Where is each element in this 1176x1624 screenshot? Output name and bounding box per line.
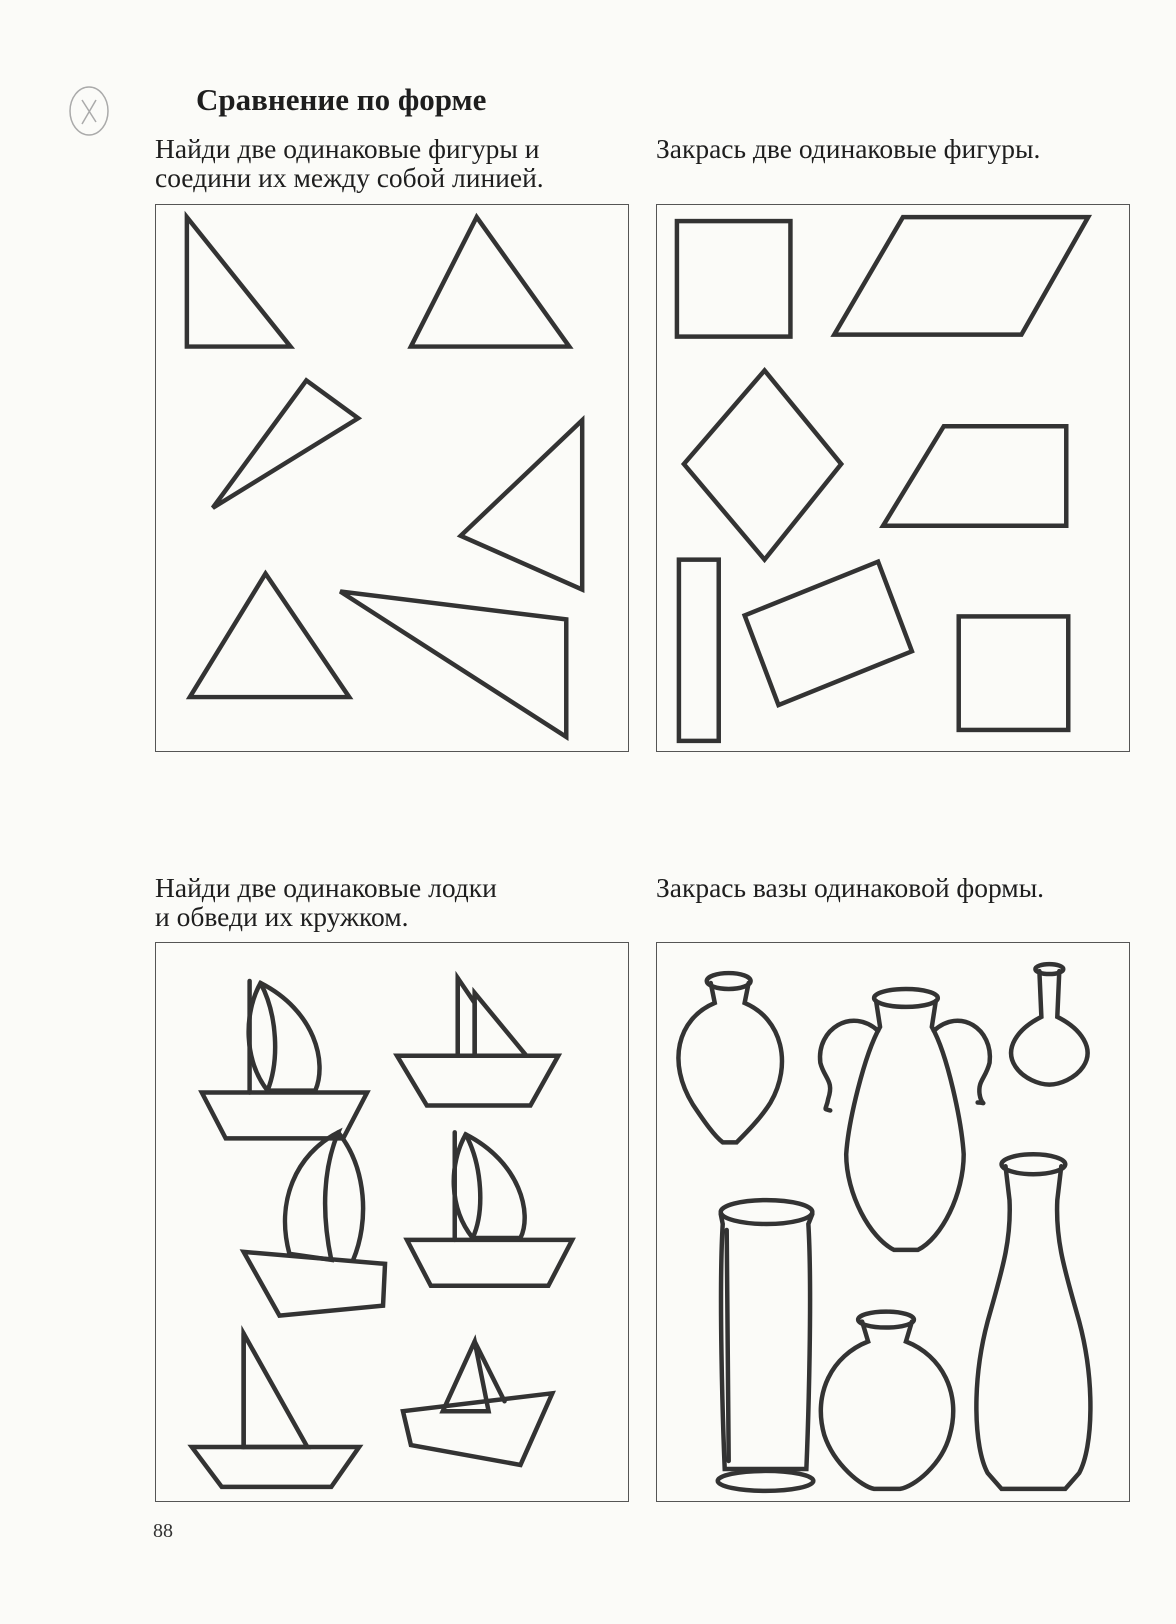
quadrilaterals-instruction: Закрась две одинаковые фигуры. <box>656 133 1041 164</box>
parallelogram-top[interactable] <box>834 217 1088 335</box>
trapezoid[interactable] <box>883 426 1066 526</box>
tilted-rectangle[interactable] <box>745 562 912 705</box>
quadrilaterals-panel <box>656 204 1130 752</box>
boat-triangle-sail-skewed[interactable] <box>403 1341 552 1464</box>
page-number: 88 <box>153 1520 173 1542</box>
boats-instruction <box>155 873 630 931</box>
page-title: Сравнение по форме <box>196 82 487 117</box>
margin-pencil-mark <box>66 84 112 138</box>
vases-panel <box>656 942 1130 1502</box>
tall-rectangle[interactable] <box>679 560 719 741</box>
vases-canvas <box>657 943 1129 1501</box>
boat-triangle-sail[interactable] <box>192 1334 359 1487</box>
boat-crescent-sail-2[interactable] <box>407 1132 572 1285</box>
triangles-instruction <box>155 134 630 192</box>
triangle-pointing-left[interactable] <box>461 420 582 589</box>
boat-crescent-sail-1[interactable] <box>202 981 367 1138</box>
boats-panel <box>155 942 629 1502</box>
triangles-instruction-line-1: Найди две одинаковые фигуры и <box>155 133 540 164</box>
boat-two-sails[interactable] <box>397 978 558 1105</box>
equilateral-triangle-top[interactable] <box>411 217 569 346</box>
vase-cylinder[interactable] <box>718 1200 814 1491</box>
square-top-left[interactable] <box>677 221 791 337</box>
vase-amphora-handles[interactable] <box>820 989 990 1250</box>
boats-instruction-line-2: и обведи их кружком. <box>155 901 409 932</box>
vase-round-2[interactable] <box>821 1312 953 1489</box>
square-bottom-right[interactable] <box>959 616 1069 730</box>
diamond[interactable] <box>684 370 841 559</box>
equilateral-triangle-bottom[interactable] <box>190 574 349 697</box>
vases-instruction: Закрась вазы одинаковой формы. <box>656 872 1045 903</box>
quadrilaterals-canvas <box>657 205 1129 751</box>
triangles-panel <box>155 204 629 752</box>
thin-slanted-triangle[interactable] <box>213 380 358 507</box>
triangles-canvas <box>156 205 628 751</box>
right-triangle[interactable] <box>187 217 291 346</box>
boats-instruction-line-1: Найди две одинаковые лодки <box>155 872 497 903</box>
vase-tall-bottle[interactable] <box>976 1154 1090 1489</box>
vase-small-flask[interactable] <box>1011 964 1087 1084</box>
triangles-instruction-line-2: соедини их между собой линией. <box>155 162 544 193</box>
boat-crescent-sail-skewed[interactable] <box>244 1132 385 1315</box>
boats-canvas <box>156 943 628 1501</box>
vase-round-1[interactable] <box>678 973 782 1142</box>
long-obtuse-triangle[interactable] <box>340 592 566 737</box>
